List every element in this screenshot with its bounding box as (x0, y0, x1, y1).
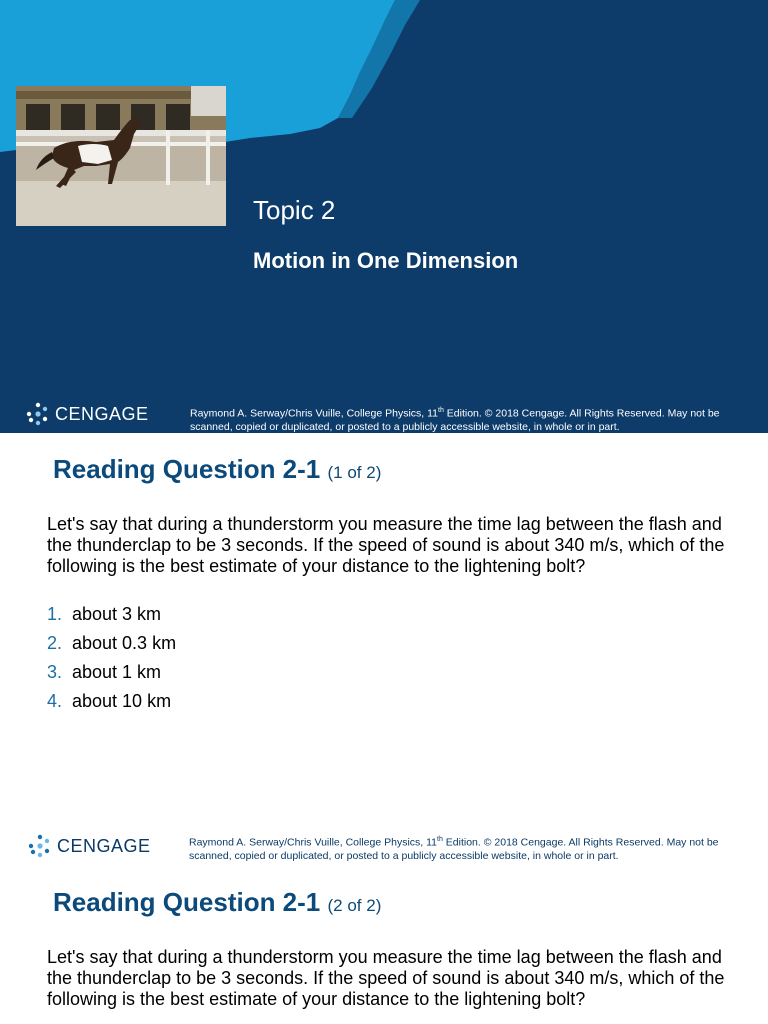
option-number: 4. (47, 691, 63, 711)
answer-options (47, 604, 176, 720)
option-text: about 0.3 km (72, 633, 177, 653)
horse-photo (16, 86, 226, 226)
answer-option (47, 604, 176, 633)
option-number: 2. (47, 633, 63, 653)
question-title (53, 454, 381, 485)
cengage-logo-icon (28, 834, 52, 858)
question-title-text: Reading Question 2-1 (53, 887, 321, 917)
copyright-notice (190, 404, 735, 433)
question-title (53, 887, 381, 918)
cengage-logo-text: CENGAGE (55, 403, 149, 424)
copyright-text-rest: Edition. © 2018 Cengage. All Rights Reserved. May not be scanned, copied or duplicated, or posted to a publicly accessible website, in whole or in part. (189, 836, 719, 862)
question-part-label: (1 of 2) (327, 463, 382, 482)
copyright-text-rest: Edition. © 2018 Cengage. All Rights Reserved. May not be scanned, copied or duplicated, or posted to a publicly accessible website, in whole or in part. (190, 407, 720, 433)
cengage-logo (28, 834, 151, 858)
answer-option (47, 633, 176, 662)
option-text: about 3 km (72, 604, 162, 624)
question-part-label: (2 of 2) (327, 896, 382, 915)
question-text: Let's say that during a thunderstorm you measure the time lag between the flash and the thunderclap to be 3 seconds. If the speed of sound is about 340 m/s, which of the following is the best estimate of your distance to the lightening bolt? (47, 514, 725, 576)
copyright-notice (189, 833, 749, 863)
copyright-text: Raymond A. Serway/Chris Vuille, College Physics, 11 (189, 836, 438, 849)
cengage-logo-text: CENGAGE (57, 835, 151, 856)
title-slide (0, 0, 768, 433)
option-number: 3. (47, 662, 63, 682)
copyright-superscript: th (438, 407, 444, 414)
topic-subtitle: Motion in One Dimension (253, 248, 519, 273)
copyright-text: Raymond A. Serway/Chris Vuille, College Physics, 11 (190, 407, 439, 420)
answer-option (47, 662, 176, 691)
topic-label: Topic 2 (253, 195, 336, 225)
cengage-logo (26, 402, 149, 426)
question-text: Let's say that during a thunderstorm you measure the time lag between the flash and the thunderclap to be 3 seconds. If the speed of sound is about 340 m/s, which of the following is the best estimate of your distance to the lightening bolt? (47, 947, 725, 1009)
answer-option (47, 691, 176, 720)
option-number: 1. (47, 604, 63, 624)
question-title-text: Reading Question 2-1 (53, 454, 321, 484)
option-text: about 1 km (72, 662, 162, 682)
cengage-logo-icon (26, 402, 50, 426)
option-text: about 10 km (72, 691, 172, 711)
copyright-superscript: th (437, 836, 443, 843)
